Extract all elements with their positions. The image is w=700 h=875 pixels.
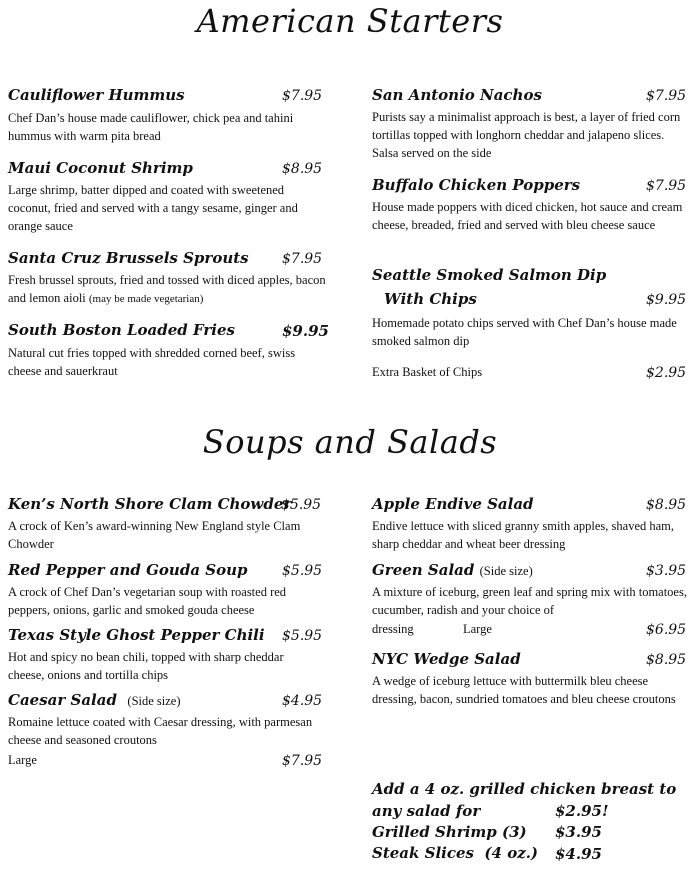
green-dressing-label: dressing [372,622,414,636]
item-desc-buffalo-chicken-poppers: House made poppers with diced chicken, hot sauce and cream cheese, breaded, fried and served with bleu cheese sauce [372,200,683,232]
caesar-large-price: $7.95 [282,753,323,769]
item-desc-apple-endive-salad: Endive lettuce with sliced granny smith apples, shaved ham, sharp cheddar and wheat beer dressing [372,519,675,551]
item-desc-caesar-salad: Romaine lettuce coated with Caesar dressing, with parmesan cheese and seasoned croutons [8,715,313,747]
item-price-south-boston-loaded-fries: $9.95 [282,322,329,340]
green-salad-title: Green Salad [372,561,475,579]
addon-steak-price: $4.95 [555,845,602,863]
item-name-nyc-wedge-salad: NYC Wedge Salad [372,650,521,668]
item-desc-nyc-wedge-salad: A wedge of iceburg lettuce with buttermilk bleu cheese dressing, bacon, sundried tomatoes and bleu cheese croutons [372,674,676,706]
addon-chicken-line1: Add a 4 oz. grilled chicken breast to [372,780,677,798]
addon-shrimp-label: Grilled Shrimp (3) [372,823,527,841]
item-price-san-antonio-nachos: $7.95 [646,88,687,104]
item-name-seattle-with-chips: With Chips [384,290,477,308]
item-desc-maui-coconut-shrimp: Large shrimp, batter dipped and coated with sweetened coconut, fried and served with a tangy sesame, ginger and orange sauce [8,183,298,233]
caesar-salad-title: Caesar Salad [8,691,117,709]
item-name-santa-cruz-brussels-sprouts: Santa Cruz Brussels Sprouts [8,249,249,267]
item-price-nyc-wedge-salad: $8.95 [646,652,687,668]
section-title-soups-salads: Soups and Salads [202,423,498,461]
item-name-south-boston-loaded-fries: South Boston Loaded Fries [8,321,235,339]
item-name-ghost-pepper-chili: Texas Style Ghost Pepper Chili [8,626,265,644]
extra-chips-label: Extra Basket of Chips [372,365,483,379]
item-name-clam-chowder: Ken’s North Shore Clam Chowder [8,495,292,513]
item-desc-south-boston-loaded-fries: Natural cut fries topped with shredded corned beef, swiss cheese and sauerkraut [8,346,296,378]
item-price-seattle-smoked-salmon-dip: $9.95 [646,292,687,308]
item-price-santa-cruz-brussels-sprouts: $7.95 [282,251,323,267]
item-name-seattle-smoked-salmon-dip: Seattle Smoked Salmon Dip [372,266,607,284]
item-desc-red-pepper-gouda-soup: A crock of Chef Dan’s vegetarian soup with roasted red peppers, onions, garlic and smoked gouda cheese [8,585,287,617]
item-desc-san-antonio-nachos: Purists say a minimalist approach is best, a layer of fried corn tortillas topped with longhorn cheddar and jalapeno slices. Salsa served on the side [372,110,681,160]
item-price-green-salad: $3.95 [646,563,687,579]
item-price-apple-endive-salad: $8.95 [646,497,687,513]
item-desc-green-salad: A mixture of iceburg, green leaf and spring mix with tomatoes, cucumber, radish and your choice of [372,585,687,617]
vegetarian-note: (may be made vegetarian) [88,293,204,305]
item-desc-ghost-pepper-chili: Hot and spicy no bean chili, topped with sharp cheddar cheese, onions and tortilla chips [8,650,284,682]
item-price-buffalo-chicken-poppers: $7.95 [646,178,687,194]
green-large-price: $6.95 [646,622,687,638]
item-price-ghost-pepper-chili: $5.95 [282,628,323,644]
item-name-caesar-salad [8,691,181,709]
item-name-apple-endive-salad: Apple Endive Salad [372,495,534,513]
item-name-san-antonio-nachos: San Antonio Nachos [372,86,542,104]
caesar-large-label: Large [8,753,37,767]
section-title-starters: American Starters [196,2,504,40]
addon-chicken-price: $2.95! [555,802,609,820]
desc-text: Fresh brussel sprouts, fried and tossed with diced apples, bacon and lemon aioli [8,273,326,305]
green-side-size-note: (Side size) [479,564,533,578]
item-name-cauliflower-hummus: Cauliflower Hummus [8,86,185,104]
item-desc-clam-chowder: A crock of Ken’s award-winning New England style Clam Chowder [8,519,301,551]
item-name-green-salad [372,561,533,579]
extra-chips-price: $2.95 [646,365,687,381]
item-name-red-pepper-gouda-soup: Red Pepper and Gouda Soup [8,561,248,579]
green-large-label: Large [463,622,492,636]
addon-shrimp-price: $3.95 [555,823,602,841]
item-name-buffalo-chicken-poppers: Buffalo Chicken Poppers [372,176,581,194]
addon-chicken-line2: any salad for [372,802,481,820]
item-desc-cauliflower-hummus: Chef Dan’s house made cauliflower, chick pea and tahini hummus with warm pita bread [8,111,294,143]
item-price-cauliflower-hummus: $7.95 [282,88,323,104]
item-price-red-pepper-gouda-soup: $5.95 [282,563,323,579]
item-desc-santa-cruz-brussels-sprouts [8,271,326,308]
addon-steak-label: Steak Slices (4 oz.) [372,844,539,862]
caesar-side-size-note: (Side size) [127,694,181,708]
item-price-clam-chowder: $5.95 [281,497,322,513]
item-name-maui-coconut-shrimp: Maui Coconut Shrimp [8,159,193,177]
item-price-caesar-salad: $4.95 [282,693,323,709]
item-desc-seattle-smoked-salmon-dip: Homemade potato chips served with Chef Dan’s house made smoked salmon dip [372,316,677,348]
item-price-maui-coconut-shrimp: $8.95 [282,161,323,177]
